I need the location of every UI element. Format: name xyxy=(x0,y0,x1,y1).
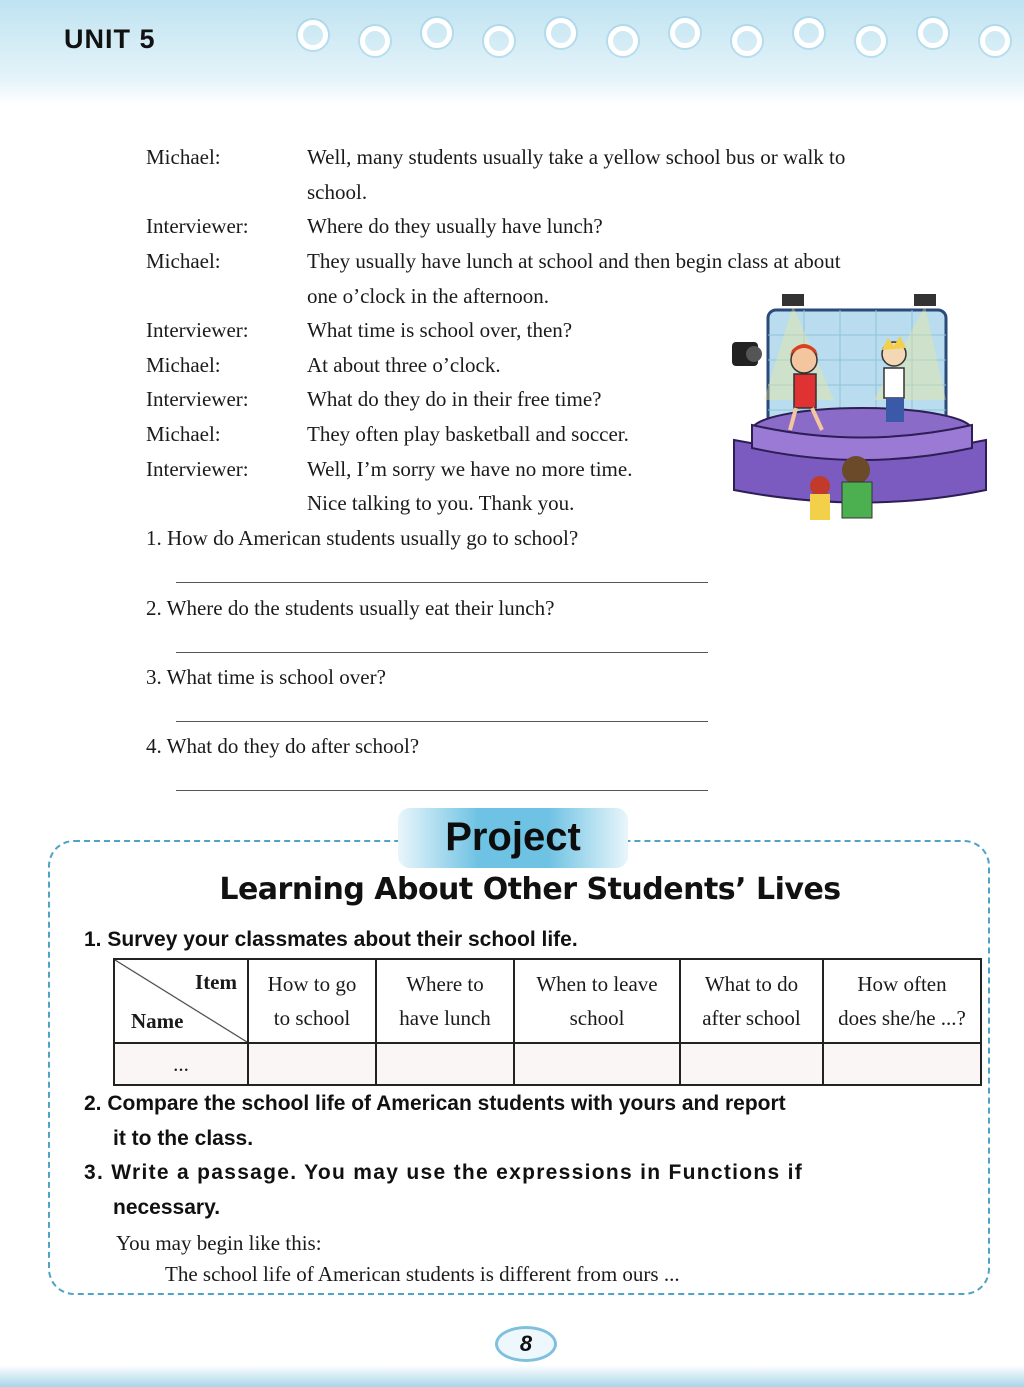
dialogue-line: They often play basketball and soccer. xyxy=(307,422,629,446)
dialogue-line: school. xyxy=(307,180,368,204)
table-row xyxy=(114,1043,981,1085)
table-header: When to leave school xyxy=(514,959,680,1043)
survey-table xyxy=(113,958,982,1086)
corner-name-label: Name xyxy=(131,1009,184,1033)
question-3: 3. What time is school over? xyxy=(146,665,386,689)
table-cell[interactable] xyxy=(823,1043,981,1085)
question-4: 4. What do they do after school? xyxy=(146,734,420,758)
table-header: What to do after school xyxy=(680,959,823,1043)
dialogue-line: At about three o’clock. xyxy=(307,353,501,377)
table-header: How often does she/he ...? xyxy=(823,959,981,1043)
task-3-line-2: necessary. xyxy=(113,1196,221,1219)
footer-band xyxy=(0,1365,1024,1387)
table-cell[interactable] xyxy=(376,1043,514,1085)
corner-item-label: Item xyxy=(195,970,237,994)
speaker-label: Michael: xyxy=(146,353,221,377)
dialogue-line: Where do they usually have lunch? xyxy=(307,214,603,238)
speaker-label: Michael: xyxy=(146,145,221,169)
question-1: 1. How do American students usually go to school? xyxy=(146,526,579,550)
speaker-label: Michael: xyxy=(146,249,221,273)
project-title: Project xyxy=(398,808,628,868)
begin-sentence: The school life of American students is different from ours ... xyxy=(165,1262,680,1286)
dialogue-line: What do they do in their free time? xyxy=(307,387,602,411)
answer-line-2[interactable] xyxy=(176,652,708,653)
dialogue-line: What time is school over, then? xyxy=(307,318,573,342)
table-corner-cell xyxy=(114,959,248,1043)
row-label: ... xyxy=(114,1043,248,1085)
speaker-label: Interviewer: xyxy=(146,318,249,342)
interview-stage-illustration xyxy=(724,290,994,530)
dialogue-line: one o’clock in the afternoon. xyxy=(307,284,549,308)
speaker-label: Michael: xyxy=(146,422,221,446)
unit-label: UNIT 5 xyxy=(64,24,156,54)
task-2-line-2: it to the class. xyxy=(113,1127,254,1150)
task-2-line-1: 2. Compare the school life of American students with yours and report xyxy=(84,1092,786,1115)
table-cell[interactable] xyxy=(248,1043,376,1085)
task-3-line-1: 3. Write a passage. You may use the expressions in Functions if xyxy=(84,1161,804,1184)
task-1: 1. Survey your classmates about their school life. xyxy=(84,928,578,951)
table-cell[interactable] xyxy=(514,1043,680,1085)
project-subtitle: Learning About Other Students’ Lives xyxy=(219,872,841,907)
page-number: 8 xyxy=(495,1326,557,1362)
question-2: 2. Where do the students usually eat their lunch? xyxy=(146,596,555,620)
table-header: How to go to school xyxy=(248,959,376,1043)
dialogue-line: Well, I’m sorry we have no more time. xyxy=(307,457,633,481)
table-header: Where to have lunch xyxy=(376,959,514,1043)
answer-line-1[interactable] xyxy=(176,582,708,583)
speaker-label: Interviewer: xyxy=(146,214,249,238)
dialogue-line: Well, many students usually take a yellow school bus or walk to xyxy=(307,145,846,169)
answer-line-3[interactable] xyxy=(176,721,708,722)
speaker-label: Interviewer: xyxy=(146,457,249,481)
dialogue-line: They usually have lunch at school and then begin class at about xyxy=(307,249,841,273)
page-header xyxy=(0,0,1024,104)
speaker-label: Interviewer: xyxy=(146,387,249,411)
answer-line-4[interactable] xyxy=(176,790,708,791)
table-cell[interactable] xyxy=(680,1043,823,1085)
dialogue-line: Nice talking to you. Thank you. xyxy=(307,491,575,515)
begin-hint: You may begin like this: xyxy=(116,1231,322,1255)
